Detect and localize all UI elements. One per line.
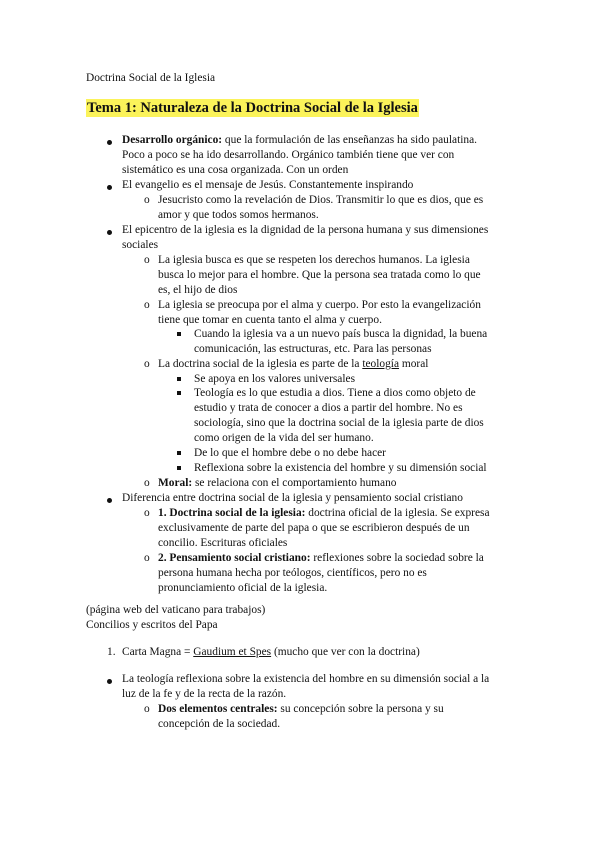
bullet-4a-line-1: 1. Doctrina social de la iglesia: doctrina oficial de la iglesia. Se expresa [158, 507, 490, 519]
circle-marker: o [144, 507, 150, 519]
bullet-3a-line-2: busca lo mejor para el hombre. Que la persona sea tratada como lo que [158, 269, 481, 281]
bullet-1-line-3: sistemático es una cosa organizada. Con un orden [122, 164, 349, 176]
list-number: 1. [107, 646, 116, 658]
bullet-1-line-1: Desarrollo orgánico: que la formulación de las enseñanzas ha sido paulatina. [122, 134, 478, 146]
circle-marker: o [144, 299, 150, 311]
square-bullet [177, 391, 181, 395]
bullet-disc [107, 185, 112, 190]
square-bullet [177, 451, 181, 455]
bullet-3b1-line-2: comunicación, las estructuras, etc. Para las personas [194, 343, 432, 355]
bullet-3c1: Se apoya en los valores universales [194, 373, 356, 385]
bullet-4a-line-2: exclusivamente de parte del papa o que se escribieron después de un [158, 522, 470, 534]
bullet-disc [107, 679, 112, 684]
square-bullet [177, 377, 181, 381]
bullet-3-line-1: El epicentro de la iglesia es la dignidad de la persona humana y sus dimensiones [122, 224, 489, 236]
final-bullet-line-2: luz de la fe y de la recta de la razón. [122, 688, 287, 700]
final-sub-line-2: concepción de la sociedad. [158, 718, 281, 730]
bullet-4a-line-3: concilio. Escrituras oficiales [158, 537, 288, 549]
circle-marker: o [144, 552, 150, 564]
bullet-disc [107, 140, 112, 145]
circle-marker: o [144, 358, 150, 370]
bullet-4: Diferencia entre doctrina social de la iglesia y pensamiento social cristiano [122, 492, 463, 504]
final-sub-line-1: Dos elementos centrales: su concepción sobre la persona y su [158, 703, 444, 715]
bullet-1-line-2: Poco a poco se ha ido desarrollando. Orgánico también tiene que ver con [122, 149, 455, 161]
bullet-3c2-line-2: estudio y trata de conocer a dios a partir del hombre. No es [194, 402, 463, 414]
bullet-3b1-line-1: Cuando la iglesia va a un nuevo país busca la dignidad, la buena [194, 328, 488, 340]
bullet-3c2-line-1: Teología es lo que estudia a dios. Tiene a dios como objeto de [194, 387, 476, 399]
bullet-3c2-line-3: sociología, sino que la doctrina social de la iglesia parte de dios [194, 417, 484, 429]
topic-title: Tema 1: Naturaleza de la Doctrina Social de la Iglesia [87, 100, 418, 116]
square-bullet [177, 466, 181, 470]
bullet-3c: La doctrina social de la iglesia es parte de la teología moral [158, 358, 429, 370]
bullet-3a-line-3: es, el hijo de dios [158, 284, 238, 296]
bullet-2a-line-1: Jesucristo como la revelación de Dios. Transmitir lo que es dios, que es [158, 194, 484, 206]
bullet-4b-line-1: 2. Pensamiento social cristiano: reflexiones sobre la sociedad sobre la [158, 552, 484, 564]
final-bullet-line-1: La teología reflexiona sobre la existencia del hombre en su dimensión social a la [122, 673, 490, 685]
bullet-3c3: De lo que el hombre debe o no debe hacer [194, 447, 386, 459]
bullet-4b-line-2: persona humana hecha por teólogos, científicos, pero no es [158, 567, 427, 579]
circle-marker: o [144, 254, 150, 266]
bullet-3b-line-2: tiene que tomar en cuenta tanto el alma y cuerpo. [158, 314, 382, 326]
bullet-4b-line-3: pronunciamiento oficial de la iglesia. [158, 582, 328, 594]
document-header: Doctrina Social de la Iglesia [86, 72, 216, 84]
note-councils: Concilios y escritos del Papa [86, 619, 218, 631]
circle-marker: o [144, 703, 150, 715]
bullet-disc [107, 498, 112, 503]
bullet-2a-line-2: amor y que todos somos hermanos. [158, 209, 319, 221]
bullet-3c2-line-4: como origen de la vida del ser humano. [194, 432, 374, 444]
bullet-disc [107, 230, 112, 235]
bullet-3d: Moral: se relaciona con el comportamiento humano [158, 477, 397, 489]
bullet-2: El evangelio es el mensaje de Jesús. Constantemente inspirando [122, 179, 414, 191]
circle-marker: o [144, 194, 150, 206]
bullet-3-line-2: sociales [122, 239, 159, 251]
bullet-3a-line-1: La iglesia busca es que se respeten los derechos humanos. La iglesia [158, 254, 470, 266]
note-vatican-web: (página web del vaticano para trabajos) [86, 604, 266, 616]
bullet-3c4: Reflexiona sobre la existencia del hombre y su dimensión social [194, 462, 487, 474]
square-bullet [177, 332, 181, 336]
bullet-3b-line-1: La iglesia se preocupa por el alma y cuerpo. Por esto la evangelización [158, 299, 481, 311]
circle-marker: o [144, 477, 150, 489]
numbered-item-1: Carta Magna = Gaudium et Spes (mucho que ver con la doctrina) [122, 646, 420, 658]
